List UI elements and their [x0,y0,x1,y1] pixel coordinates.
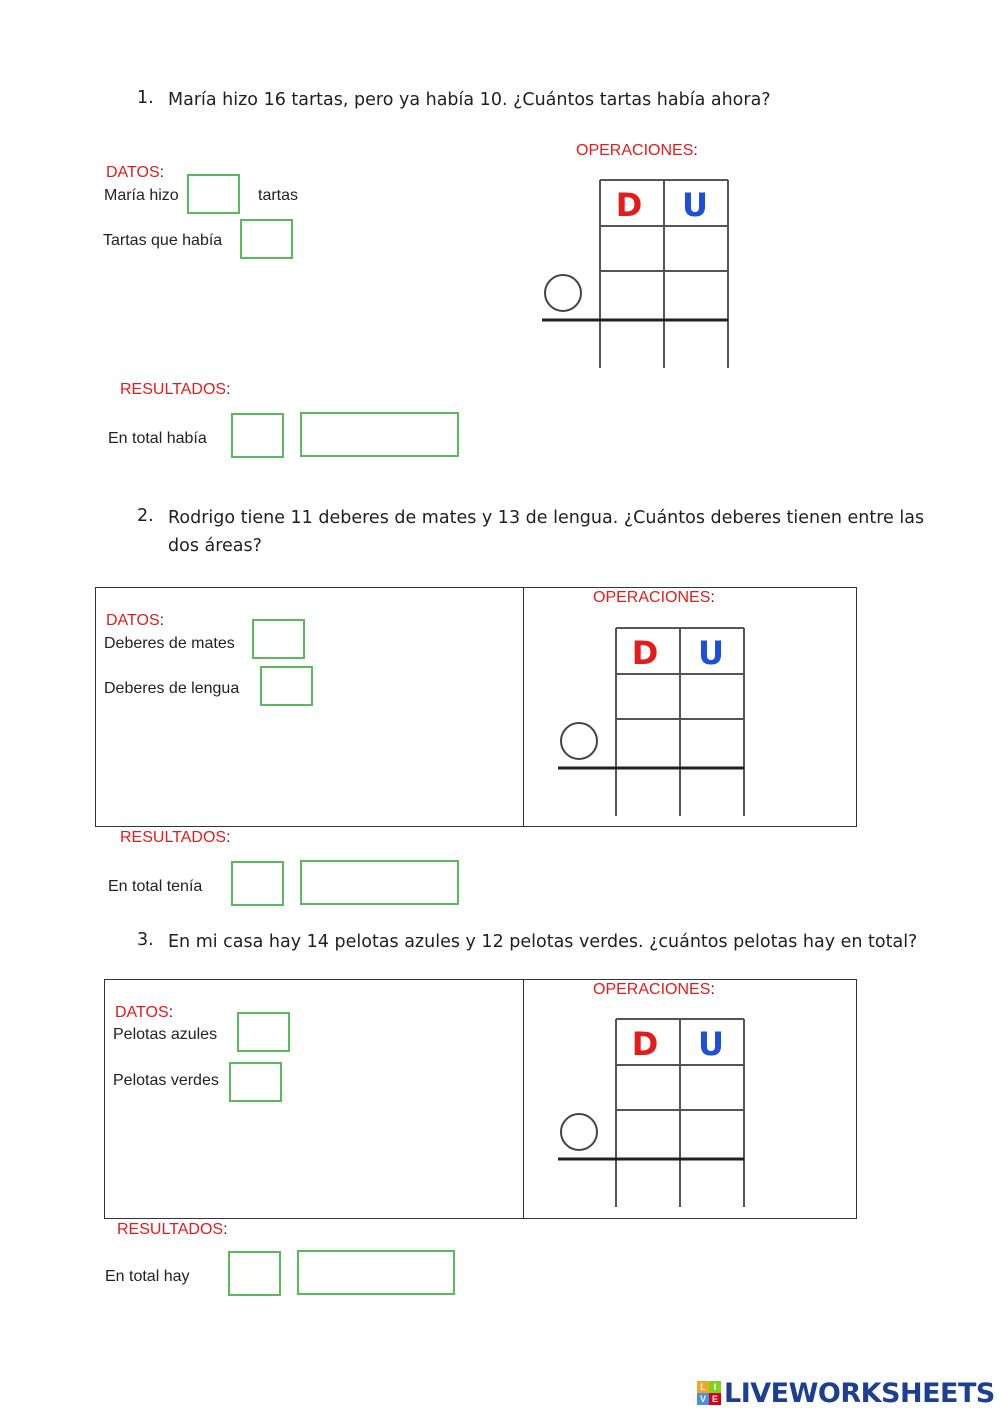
problem-3-result-number-input[interactable] [228,1251,281,1296]
problem-1-field-1-label: María hizo [104,187,179,204]
problem-2-text-line-2: dos áreas? [168,536,262,556]
problem-2-result-number-input[interactable] [231,861,284,906]
problem-3-field-1-input[interactable] [237,1012,290,1052]
problem-1-resultados-label: RESULTADOS: [120,381,231,398]
problem-2-divider [523,587,524,827]
u-column-header: U [682,186,708,224]
problem-2-text-line-1: Rodrigo tiene 11 deberes de mates y 13 de lengua. ¿Cuántos deberes tienen entre las [168,508,925,528]
problem-1-datos-label: DATOS: [106,164,165,181]
problem-1-text: María hizo 16 tartas, pero ya había 10. ¿Cuántos tartas había ahora? [168,90,771,110]
problem-2-du-grid[interactable] [556,626,746,816]
problem-3-result-label: En total hay [105,1268,190,1285]
problem-3-resultados-label: RESULTADOS: [117,1221,228,1238]
problem-1-result-label: En total había [108,430,207,447]
d-column-header: D [615,186,643,224]
problem-2-field-2-label: Deberes de lengua [104,680,240,697]
problem-1-operaciones-label: OPERACIONES: [576,142,698,159]
liveworksheets-logo-mark-icon: L I V E [697,1381,721,1405]
problem-2-resultados-label: RESULTADOS: [120,829,231,846]
problem-3-du-grid[interactable] [556,1017,746,1207]
problem-3-field-1-label: Pelotas azules [113,1026,218,1043]
problem-3-text: En mi casa hay 14 pelotas azules y 12 pelotas verdes. ¿cuántos pelotas hay en total? [168,932,918,952]
problem-2-datos-label: DATOS: [106,612,165,629]
problem-1-du-grid[interactable] [540,178,730,368]
d-column-header: D [631,634,659,672]
u-column-header: U [698,1025,724,1063]
problem-1-field-2-label: Tartas que había [103,232,223,249]
problem-2-result-word-input[interactable] [300,860,459,905]
problem-3-field-2-label: Pelotas verdes [113,1072,219,1089]
problem-2-field-1-input[interactable] [252,619,305,659]
problem-3-datos-label: DATOS: [115,1004,174,1021]
problem-1-result-number-input[interactable] [231,413,284,458]
problem-2-result-label: En total tenía [108,878,203,895]
problem-1-result-word-input[interactable] [300,412,459,457]
problem-1-field-1-input[interactable] [187,174,240,214]
d-column-header: D [631,1025,659,1063]
problem-2-field-2-input[interactable] [260,666,313,706]
problem-3-operaciones-label: OPERACIONES: [593,981,715,998]
problem-3-result-word-input[interactable] [297,1250,455,1295]
u-column-header: U [698,634,724,672]
problem-1-number: 1. [137,88,154,108]
problem-1-field-1-suffix: tartas [258,187,299,204]
problem-2-number: 2. [137,506,154,526]
liveworksheets-logo-text: LIVEWORKSHEETS [724,1377,995,1409]
problem-3-number: 3. [137,930,154,950]
problem-2-field-1-label: Deberes de mates [104,635,235,652]
liveworksheets-logo [697,1377,995,1409]
problem-2-operaciones-label: OPERACIONES: [593,589,715,606]
problem-1-field-2-input[interactable] [240,219,293,259]
problem-3-divider [523,979,524,1219]
problem-3-field-2-input[interactable] [229,1062,282,1102]
